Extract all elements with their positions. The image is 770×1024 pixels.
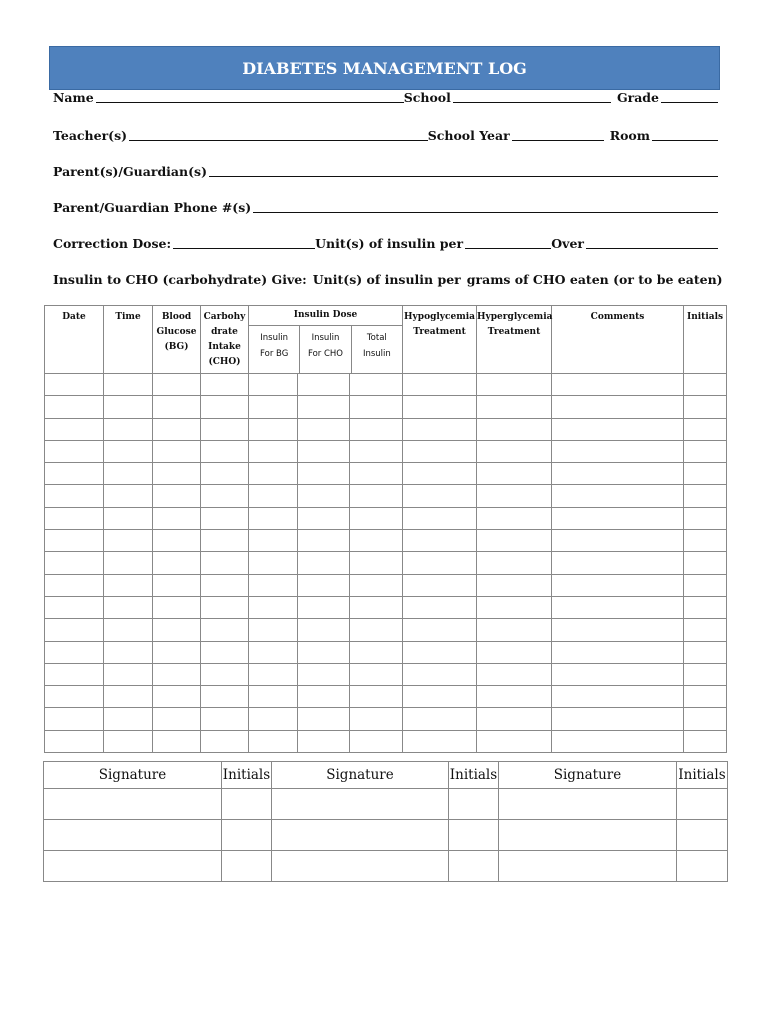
log-row [45, 619, 727, 641]
log-cell[interactable] [298, 596, 350, 618]
teachers-field[interactable] [129, 128, 428, 141]
log-cell[interactable] [403, 396, 477, 418]
log-row [45, 463, 727, 485]
school-year-field[interactable] [512, 128, 604, 141]
signature-row [44, 789, 728, 820]
date-header: Date [45, 306, 104, 374]
room-label: Room [609, 128, 650, 143]
initials-cell[interactable] [677, 851, 728, 882]
log-cell[interactable] [45, 663, 104, 685]
cho-line-2: drate [211, 327, 238, 337]
log-cell[interactable] [552, 463, 684, 485]
time-header: Time [104, 306, 153, 374]
log-cell[interactable] [201, 440, 249, 462]
log-cell[interactable] [684, 485, 727, 507]
log-cell[interactable] [298, 463, 350, 485]
log-cell[interactable] [403, 663, 477, 685]
log-cell[interactable] [104, 619, 153, 641]
log-cell[interactable] [403, 507, 477, 529]
units-per-field[interactable] [465, 236, 551, 249]
log-cell[interactable] [552, 485, 684, 507]
log-cell[interactable] [104, 641, 153, 663]
log-cell[interactable] [201, 396, 249, 418]
log-cell[interactable] [153, 440, 201, 462]
log-cell[interactable] [201, 663, 249, 685]
bg-line-1: Blood [161, 312, 192, 322]
log-cell[interactable] [350, 641, 403, 663]
log-cell[interactable] [477, 686, 552, 708]
log-cell[interactable] [552, 440, 684, 462]
cho-line-4: (CHO) [208, 357, 241, 367]
log-cell[interactable] [201, 596, 249, 618]
log-cell[interactable] [403, 641, 477, 663]
log-cell[interactable] [153, 708, 201, 730]
bg-line-2: Glucose [156, 327, 197, 337]
initials-cell[interactable] [222, 789, 272, 820]
log-cell[interactable] [684, 440, 727, 462]
log-cell[interactable] [684, 463, 727, 485]
log-cell[interactable] [403, 530, 477, 552]
log-cell[interactable] [153, 663, 201, 685]
log-title: DIABETES MANAGEMENT LOG [49, 46, 720, 90]
signature-cell[interactable] [499, 789, 677, 820]
units-per-label: Unit(s) of insulin per [315, 236, 464, 251]
log-cell[interactable] [249, 686, 298, 708]
initials-header-3: Initials [677, 762, 728, 789]
log-cell[interactable] [350, 463, 403, 485]
initials-cell[interactable] [222, 851, 272, 882]
cho-line-3: Intake [208, 342, 241, 352]
log-cell[interactable] [45, 463, 104, 485]
log-cell[interactable] [153, 596, 201, 618]
log-cell[interactable] [201, 418, 249, 440]
log-cell[interactable] [153, 530, 201, 552]
log-cell[interactable] [45, 440, 104, 462]
log-cell[interactable] [477, 396, 552, 418]
log-cell[interactable] [104, 730, 153, 752]
log-cell[interactable] [201, 463, 249, 485]
log-cell[interactable] [45, 507, 104, 529]
total-insulin-header [352, 326, 402, 373]
log-cell[interactable] [104, 396, 153, 418]
log-cell[interactable] [45, 530, 104, 552]
log-cell[interactable] [201, 530, 249, 552]
log-cell[interactable] [477, 596, 552, 618]
signature-cell[interactable] [272, 820, 449, 851]
parent-phone-field[interactable] [253, 200, 718, 213]
log-row [45, 552, 727, 574]
log-cell[interactable] [104, 485, 153, 507]
signature-cell[interactable] [44, 851, 222, 882]
over-label: Over [551, 236, 584, 251]
log-cell[interactable] [298, 418, 350, 440]
signature-body [44, 789, 728, 882]
log-cell[interactable] [350, 530, 403, 552]
log-cell[interactable] [249, 552, 298, 574]
log-row [45, 485, 727, 507]
log-cell[interactable] [350, 507, 403, 529]
log-cell[interactable] [104, 440, 153, 462]
log-cell[interactable] [153, 507, 201, 529]
log-cell[interactable] [684, 730, 727, 752]
log-cell[interactable] [350, 552, 403, 574]
signature-cell[interactable] [499, 851, 677, 882]
total-insulin-line-1: Total [366, 333, 387, 343]
bg-line-3: (BG) [164, 342, 189, 352]
log-cell[interactable] [403, 596, 477, 618]
log-row [45, 396, 727, 418]
log-cell[interactable] [684, 396, 727, 418]
log-header-row [45, 306, 727, 374]
log-cell[interactable] [350, 440, 403, 462]
log-cell[interactable] [477, 574, 552, 596]
log-cell[interactable] [552, 663, 684, 685]
log-row [45, 641, 727, 663]
log-cell[interactable] [403, 552, 477, 574]
log-cell[interactable] [153, 730, 201, 752]
log-cell[interactable] [350, 619, 403, 641]
signature-row [44, 851, 728, 882]
log-cell[interactable] [298, 396, 350, 418]
log-cell[interactable] [201, 686, 249, 708]
log-cell[interactable] [153, 552, 201, 574]
log-cell[interactable] [403, 574, 477, 596]
log-cell[interactable] [552, 418, 684, 440]
log-cell[interactable] [45, 485, 104, 507]
log-cell[interactable] [45, 596, 104, 618]
log-cell[interactable] [104, 530, 153, 552]
log-cell[interactable] [104, 708, 153, 730]
log-cell[interactable] [477, 530, 552, 552]
insulin-for-cho-line-1: Insulin [311, 333, 340, 343]
log-cell[interactable] [201, 619, 249, 641]
log-cell[interactable] [403, 485, 477, 507]
log-cell[interactable] [298, 374, 350, 396]
teacher-row [53, 128, 718, 143]
over-field[interactable] [586, 236, 718, 249]
hypoglycemia-header [403, 306, 477, 374]
log-cell[interactable] [201, 485, 249, 507]
log-row [45, 663, 727, 685]
log-cell[interactable] [298, 730, 350, 752]
log-cell[interactable] [552, 686, 684, 708]
signature-cell[interactable] [272, 851, 449, 882]
log-cell[interactable] [477, 641, 552, 663]
log-row [45, 374, 727, 396]
initials-cell[interactable] [222, 820, 272, 851]
log-cell[interactable] [350, 730, 403, 752]
log-row [45, 708, 727, 730]
log-cell[interactable] [249, 440, 298, 462]
correction-dose-field[interactable] [173, 236, 315, 249]
log-cell[interactable] [201, 574, 249, 596]
log-cell[interactable] [350, 708, 403, 730]
log-cell[interactable] [552, 374, 684, 396]
total-insulin-line-2: Insulin [362, 349, 391, 359]
log-cell[interactable] [350, 418, 403, 440]
hyper-line-1: Hyperglycemia [477, 312, 553, 322]
log-cell[interactable] [477, 663, 552, 685]
log-cell[interactable] [298, 663, 350, 685]
log-cell[interactable] [350, 574, 403, 596]
correction-dose-row [53, 236, 718, 251]
log-cell[interactable] [45, 418, 104, 440]
log-cell[interactable] [403, 374, 477, 396]
initials-cell[interactable] [449, 820, 499, 851]
grade-field[interactable] [661, 90, 718, 103]
log-cell[interactable] [153, 374, 201, 396]
hyperglycemia-header [477, 306, 552, 374]
log-cell[interactable] [684, 374, 727, 396]
insulin-for-bg-header [249, 326, 300, 373]
log-row [45, 730, 727, 752]
log-row [45, 418, 727, 440]
log-cell[interactable] [153, 485, 201, 507]
log-cell[interactable] [153, 641, 201, 663]
school-label: School [403, 90, 451, 105]
log-cell[interactable] [350, 485, 403, 507]
log-cell[interactable] [153, 418, 201, 440]
log-cell[interactable] [477, 552, 552, 574]
signature-row [44, 820, 728, 851]
log-cell[interactable] [249, 463, 298, 485]
log-cell[interactable] [249, 574, 298, 596]
log-cell[interactable] [552, 574, 684, 596]
initials-cell[interactable] [677, 789, 728, 820]
log-cell[interactable] [552, 596, 684, 618]
log-cell[interactable] [552, 619, 684, 641]
log-cell[interactable] [350, 396, 403, 418]
log-cell[interactable] [552, 396, 684, 418]
log-cell[interactable] [684, 663, 727, 685]
log-cell[interactable] [104, 552, 153, 574]
log-cell[interactable] [552, 530, 684, 552]
log-cell[interactable] [350, 374, 403, 396]
log-cell[interactable] [298, 641, 350, 663]
log-cell[interactable] [298, 552, 350, 574]
name-school-grade-row [53, 90, 718, 105]
log-cell[interactable] [249, 596, 298, 618]
initials-cell[interactable] [677, 820, 728, 851]
comments-header: Comments [552, 306, 684, 374]
insulin-dose-title: Insulin Dose [249, 308, 402, 326]
log-cell[interactable] [298, 440, 350, 462]
log-cell[interactable] [201, 552, 249, 574]
log-cell[interactable] [477, 374, 552, 396]
carbohydrate-header [201, 306, 249, 374]
initials-header: Initials [684, 306, 727, 374]
signature-header-1: Signature [44, 762, 222, 789]
log-cell[interactable] [403, 619, 477, 641]
log-cell[interactable] [249, 619, 298, 641]
log-cell[interactable] [684, 530, 727, 552]
log-row [45, 530, 727, 552]
log-cell[interactable] [45, 686, 104, 708]
parent-phone-row [53, 200, 718, 215]
log-cell[interactable] [249, 641, 298, 663]
log-cell[interactable] [684, 686, 727, 708]
log-cell[interactable] [684, 708, 727, 730]
log-cell[interactable] [45, 641, 104, 663]
log-cell[interactable] [104, 596, 153, 618]
log-cell[interactable] [249, 485, 298, 507]
school-field[interactable] [453, 90, 611, 103]
log-cell[interactable] [104, 507, 153, 529]
log-cell[interactable] [104, 574, 153, 596]
log-cell[interactable] [153, 574, 201, 596]
log-cell[interactable] [477, 619, 552, 641]
parent-phone-label: Parent/Guardian Phone #(s) [53, 200, 252, 215]
log-cell[interactable] [552, 507, 684, 529]
log-row [45, 507, 727, 529]
log-cell[interactable] [153, 619, 201, 641]
grams-cho-label: grams of CHO eaten (or to be eaten) [466, 272, 723, 287]
log-cell[interactable] [45, 396, 104, 418]
log-cell[interactable] [45, 374, 104, 396]
initials-cell[interactable] [449, 851, 499, 882]
log-cell[interactable] [249, 530, 298, 552]
signature-table [43, 761, 728, 882]
log-cell[interactable] [684, 641, 727, 663]
log-cell[interactable] [477, 708, 552, 730]
log-cell[interactable] [45, 552, 104, 574]
log-cell[interactable] [684, 552, 727, 574]
log-cell[interactable] [153, 686, 201, 708]
log-cell[interactable] [298, 619, 350, 641]
log-cell[interactable] [249, 374, 298, 396]
signature-cell[interactable] [499, 820, 677, 851]
name-label: Name [53, 90, 94, 105]
log-cell[interactable] [684, 596, 727, 618]
log-cell[interactable] [350, 596, 403, 618]
insulin-for-bg-line-2: For BG [260, 349, 289, 359]
teachers-label: Teacher(s) [53, 128, 128, 143]
log-cell[interactable] [201, 507, 249, 529]
log-cell[interactable] [477, 507, 552, 529]
log-cell[interactable] [104, 418, 153, 440]
signature-header-2: Signature [272, 762, 449, 789]
log-cell[interactable] [477, 730, 552, 752]
insulin-for-bg-line-1: Insulin [260, 333, 289, 343]
grade-label: Grade [616, 90, 659, 105]
log-cell[interactable] [201, 730, 249, 752]
log-cell[interactable] [298, 574, 350, 596]
log-body [45, 374, 727, 753]
log-cell[interactable] [684, 619, 727, 641]
hyper-line-2: Treatment [487, 327, 541, 337]
log-cell[interactable] [249, 730, 298, 752]
insulin-for-cho-line-2: For CHO [308, 349, 344, 359]
log-cell[interactable] [684, 507, 727, 529]
parents-row [53, 164, 718, 179]
log-cell[interactable] [45, 730, 104, 752]
log-cell[interactable] [249, 708, 298, 730]
blood-glucose-header [153, 306, 201, 374]
log-cell[interactable] [477, 485, 552, 507]
signature-cell[interactable] [272, 789, 449, 820]
room-field[interactable] [652, 128, 718, 141]
log-cell[interactable] [201, 641, 249, 663]
log-cell[interactable] [249, 663, 298, 685]
signature-cell[interactable] [44, 820, 222, 851]
log-cell[interactable] [298, 485, 350, 507]
log-cell[interactable] [104, 463, 153, 485]
log-row [45, 596, 727, 618]
log-cell[interactable] [552, 708, 684, 730]
log-cell[interactable] [249, 418, 298, 440]
log-cell[interactable] [350, 686, 403, 708]
log-cell[interactable] [350, 663, 403, 685]
log-row [45, 686, 727, 708]
log-cell[interactable] [477, 463, 552, 485]
log-cell[interactable] [153, 396, 201, 418]
log-cell[interactable] [403, 440, 477, 462]
log-cell[interactable] [45, 708, 104, 730]
cho-row [53, 272, 723, 287]
log-cell[interactable] [403, 730, 477, 752]
parents-field[interactable] [209, 164, 718, 177]
log-cell[interactable] [403, 686, 477, 708]
hypo-line-1: Hypoglycemia [404, 312, 475, 322]
log-cell[interactable] [249, 396, 298, 418]
log-cell[interactable] [684, 418, 727, 440]
signature-header-3: Signature [499, 762, 677, 789]
insulin-for-cho-header [300, 326, 351, 373]
log-cell[interactable] [104, 374, 153, 396]
name-field[interactable] [96, 90, 404, 103]
initials-header-1: Initials [222, 762, 272, 789]
initials-cell[interactable] [449, 789, 499, 820]
hypo-line-2: Treatment [413, 327, 466, 337]
log-cell[interactable] [298, 708, 350, 730]
log-cell[interactable] [45, 574, 104, 596]
cho-give-label: Insulin to CHO (carbohydrate) Give: [53, 272, 307, 287]
log-row [45, 440, 727, 462]
insulin-dose-header [249, 306, 403, 374]
log-cell[interactable] [403, 708, 477, 730]
log-cell[interactable] [552, 552, 684, 574]
log-cell[interactable] [201, 708, 249, 730]
log-cell[interactable] [249, 507, 298, 529]
parents-label: Parent(s)/Guardian(s) [53, 164, 207, 179]
school-year-label: School Year [427, 128, 510, 143]
log-cell[interactable] [45, 619, 104, 641]
log-cell[interactable] [104, 663, 153, 685]
correction-dose-label: Correction Dose: [53, 236, 172, 251]
initials-header-2: Initials [449, 762, 499, 789]
log-table [44, 305, 727, 753]
log-cell[interactable] [552, 641, 684, 663]
log-cell[interactable] [684, 574, 727, 596]
log-cell[interactable] [477, 418, 552, 440]
signature-cell[interactable] [44, 789, 222, 820]
log-cell[interactable] [201, 374, 249, 396]
units-per2-label: Unit(s) of insulin per [312, 272, 461, 287]
log-cell[interactable] [403, 463, 477, 485]
log-cell[interactable] [153, 463, 201, 485]
log-cell[interactable] [298, 686, 350, 708]
log-cell[interactable] [298, 530, 350, 552]
log-cell[interactable] [298, 507, 350, 529]
cho-line-1: Carbohy [203, 312, 246, 322]
log-cell[interactable] [104, 686, 153, 708]
log-cell[interactable] [403, 418, 477, 440]
log-row [45, 574, 727, 596]
log-cell[interactable] [477, 440, 552, 462]
log-cell[interactable] [552, 730, 684, 752]
signature-header-row [44, 762, 728, 789]
